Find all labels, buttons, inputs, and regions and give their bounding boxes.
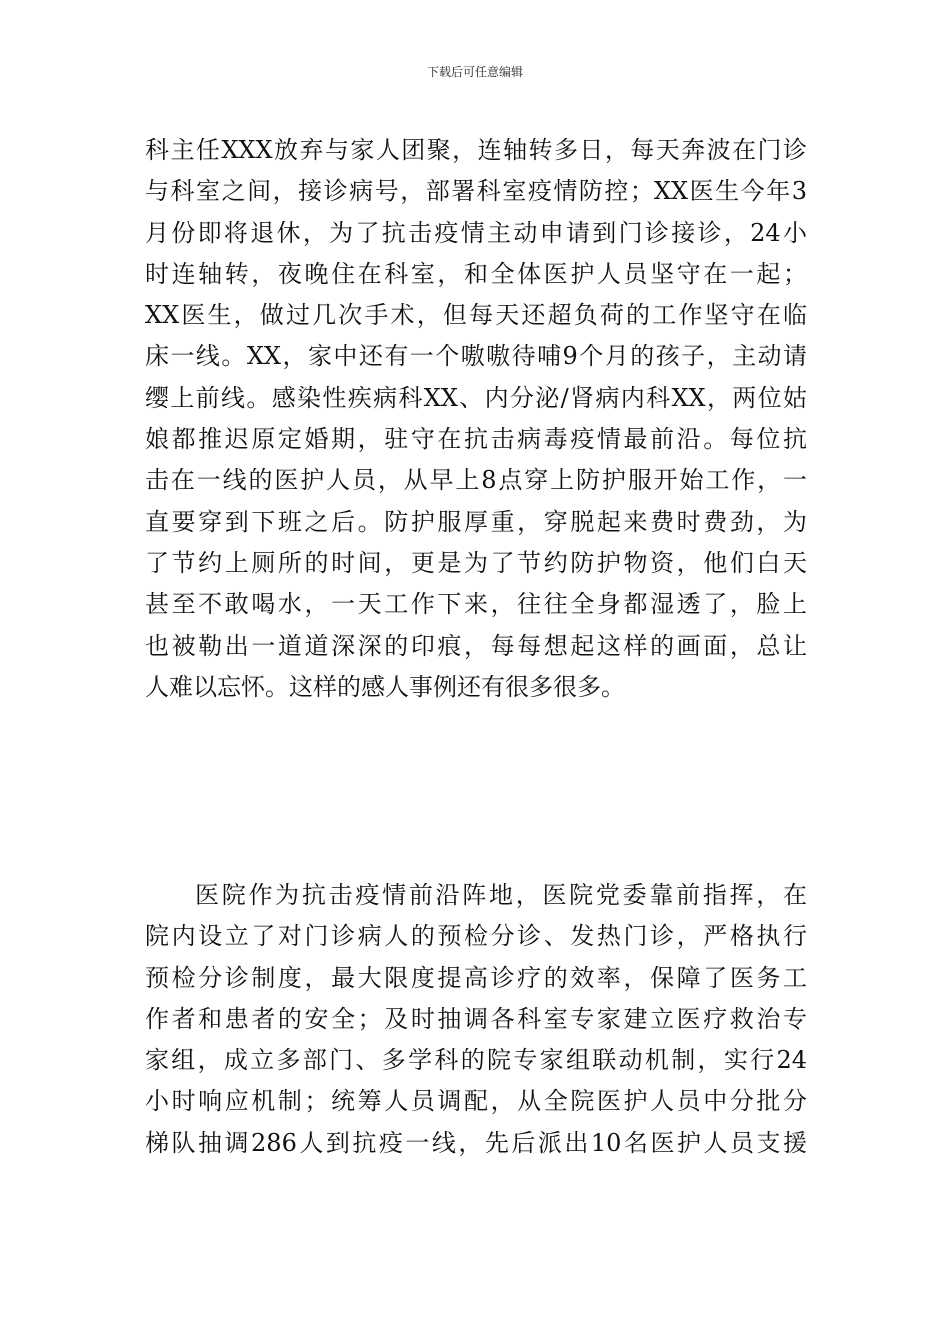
paragraph-line: 梯队抽调286人到抗疫一线，先后派出10名医护人员支援	[145, 1128, 807, 1157]
paragraph-line: 作者和患者的安全；及时抽调各科室专家建立医疗救治专	[145, 1004, 807, 1033]
paragraph-line: 与科室之间，接诊病号，部署科室疫情防控；XX医生今年3	[145, 177, 807, 206]
paragraph-line: 击在一线的医护人员，从早上8点穿上防护服开始工作，一	[145, 466, 807, 495]
paragraph-line: 缨上前线。感染性疾病科XX、内分泌/肾病内科XX，两位姑	[145, 383, 807, 412]
paragraph-line: 时连轴转，夜晚住在科室，和全体医护人员坚守在一起；	[145, 259, 807, 288]
paragraph-line: 科主任XXX放弃与家人团聚，连轴转多日，每天奔波在门诊	[145, 136, 807, 164]
paragraph-line: 床一线。XX，家中还有一个嗷嗷待哺9个月的孩子，主动请	[145, 342, 807, 371]
paragraph-line: 预检分诊制度，最大限度提高诊疗的效率，保障了医务工	[145, 963, 807, 992]
paragraph-line: 甚至不敢喝水，一天工作下来，往往全身都湿透了，脸上	[145, 590, 807, 619]
paragraph-1	[145, 130, 807, 708]
page-header-note: 下载后可任意编辑	[426, 65, 523, 79]
paragraph-line: 了节约上厕所的时间，更是为了节约防护物资，他们白天	[145, 548, 807, 577]
paragraph-2	[145, 875, 807, 1164]
paragraph-line: 直要穿到下班之后。防护服厚重，穿脱起来费时费劲，为	[145, 507, 807, 536]
paragraph-line: 人难以忘怀。这样的感人事例还有很多很多。	[145, 672, 625, 701]
paragraph-line: 院内设立了对门诊病人的预检分诊、发热门诊，严格执行	[145, 922, 807, 951]
paragraph-line: XX医生，做过几次手术，但每天还超负荷的工作坚守在临	[145, 301, 807, 330]
paragraph-line: 也被勒出一道道深深的印痕，每每想起这样的画面，总让	[145, 631, 807, 660]
paragraph-line: 小时响应机制；统筹人员调配，从全院医护人员中分批分	[145, 1087, 807, 1116]
paragraph-line: 家组，成立多部门、多学科的院专家组联动机制，实行24	[145, 1046, 807, 1075]
paragraph-line: 医院作为抗击疫情前沿阵地，医院党委靠前指挥，在	[195, 881, 807, 909]
paragraph-line: 娘都推迟原定婚期，驻守在抗击病毒疫情最前沿。每位抗	[145, 425, 807, 454]
paragraph-line: 月份即将退休，为了抗击疫情主动申请到门诊接诊，24小	[145, 218, 807, 247]
